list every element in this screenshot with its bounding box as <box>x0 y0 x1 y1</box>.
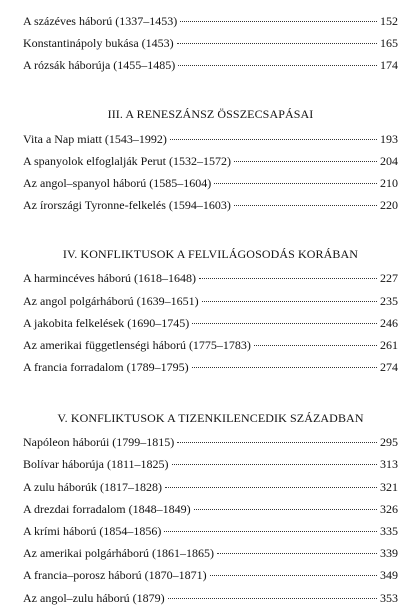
toc-entry-title: Bolívar háborúja (1811–1825) <box>23 457 169 472</box>
dot-leader <box>234 205 377 206</box>
dot-leader <box>199 278 377 279</box>
toc-entry-page: 165 <box>380 36 398 51</box>
dot-leader <box>177 442 377 443</box>
toc-entry[interactable] <box>23 338 398 360</box>
toc-entry-title: A jakobita felkelések (1690–1745) <box>23 315 190 330</box>
toc-entry[interactable] <box>23 58 398 80</box>
toc-entry-page: 274 <box>380 360 398 375</box>
toc-entry[interactable] <box>23 36 398 58</box>
toc-entry-title: Az írországi Tyronne-felkelés (1594–1603) <box>23 198 231 213</box>
toc-entry[interactable] <box>23 435 398 457</box>
toc-entry-title: Napóleon háborúi (1799–1815) <box>23 435 175 450</box>
toc-entry[interactable] <box>23 480 398 502</box>
toc-entry-title: Az angol polgárháború (1639–1651) <box>23 293 199 308</box>
toc-entry-page: 227 <box>380 271 398 286</box>
section-heading: III. A RENESZÁNSZ ÖSSZECSAPÁSAI <box>107 106 314 121</box>
dot-leader <box>202 301 377 302</box>
dot-leader <box>217 553 377 554</box>
toc-entry-page: 261 <box>380 337 398 352</box>
toc-entry-title: A harmincéves háború (1618–1648) <box>23 271 196 286</box>
dot-leader <box>165 487 377 488</box>
toc-group-renaissance <box>23 132 398 221</box>
toc-entry-page: 339 <box>380 546 398 561</box>
toc-entry-page: 313 <box>380 457 398 472</box>
toc-entry-page: 349 <box>380 568 398 583</box>
dot-leader <box>254 345 377 346</box>
toc-entry[interactable] <box>23 271 398 293</box>
dot-leader <box>192 323 377 324</box>
dot-leader <box>210 575 377 576</box>
toc-entry[interactable] <box>23 360 398 382</box>
toc-entry-page: 321 <box>380 479 398 494</box>
toc-entry-page: 235 <box>380 293 398 308</box>
dot-leader <box>180 21 377 22</box>
toc-entry-title: Az amerikai függetlenségi háború (1775–1783) <box>23 337 251 352</box>
toc-entry[interactable] <box>23 457 398 479</box>
toc-group-enlightenment <box>23 271 398 382</box>
toc-entry-title: Az angol–spanyol háború (1585–1604) <box>23 175 212 190</box>
toc-entry-title: Az amerikai polgárháború (1861–1865) <box>23 546 214 561</box>
toc-entry-title: Az angol–zulu háború (1879) <box>23 590 165 605</box>
toc-entry-title: A drezdai forradalom (1848–1849) <box>23 501 191 516</box>
toc-entry-title: Vita a Nap miatt (1543–1992) <box>23 131 167 146</box>
toc-entry[interactable] <box>23 591 398 613</box>
dot-leader <box>178 65 377 66</box>
toc-entry-page: 210 <box>380 175 398 190</box>
toc-group-continued <box>23 14 398 81</box>
toc-entry-page: 326 <box>380 501 398 516</box>
toc-entry-title: A rózsák háborúja (1455–1485) <box>23 58 176 73</box>
toc-entry-title: A zulu háborúk (1817–1828) <box>23 479 162 494</box>
dot-leader <box>177 43 377 44</box>
toc-entry[interactable] <box>23 14 398 36</box>
toc-entry-page: 152 <box>380 14 398 28</box>
toc-entry-title: A francia–porosz háború (1870–1871) <box>23 568 207 583</box>
toc-entry-title: A spanyolok elfoglalják Perut (1532–1572) <box>23 153 231 168</box>
dot-leader <box>164 531 377 532</box>
toc-entry[interactable] <box>23 154 398 176</box>
toc-entry[interactable] <box>23 176 398 198</box>
dot-leader <box>172 464 377 465</box>
toc-entry-page: 353 <box>380 590 398 605</box>
dot-leader <box>194 509 377 510</box>
dot-leader <box>192 367 377 368</box>
section-heading: IV. KONFLIKTUSOK A FELVILÁGOSODÁS KORÁBAN <box>62 247 359 262</box>
toc-entry-title: A százéves háború (1337–1453) <box>23 14 178 28</box>
toc-entry-page: 220 <box>380 198 398 213</box>
toc-entry[interactable] <box>23 502 398 524</box>
dot-leader <box>214 183 377 184</box>
toc-entry[interactable] <box>23 546 398 568</box>
toc-entry[interactable] <box>23 132 398 154</box>
toc-entry[interactable] <box>23 568 398 590</box>
toc-entry-page: 295 <box>380 435 398 450</box>
dot-leader <box>234 161 377 162</box>
toc-entry-title: A krími háború (1854–1856) <box>23 524 162 538</box>
section-heading: V. KONFLIKTUSOK A TIZENKILENCEDIK SZÁZADBAN <box>57 411 364 426</box>
dot-leader <box>168 598 377 599</box>
toc-entry-title: A francia forradalom (1789–1795) <box>23 360 189 375</box>
toc-entry[interactable] <box>23 294 398 316</box>
toc-entry-page: 174 <box>380 58 398 73</box>
toc-entry[interactable] <box>23 316 398 338</box>
toc-entry[interactable] <box>23 524 398 546</box>
toc-entry-page: 335 <box>380 524 398 538</box>
toc-entry[interactable] <box>23 198 398 220</box>
dot-leader <box>170 139 377 140</box>
toc-entry-page: 246 <box>380 315 398 330</box>
toc-entry-title: Konstantinápoly bukása (1453) <box>23 36 174 51</box>
toc-entry-page: 204 <box>380 153 398 168</box>
toc-group-nineteenth-century <box>23 435 398 613</box>
toc-entry-page: 193 <box>380 131 398 146</box>
table-of-contents <box>23 14 398 613</box>
